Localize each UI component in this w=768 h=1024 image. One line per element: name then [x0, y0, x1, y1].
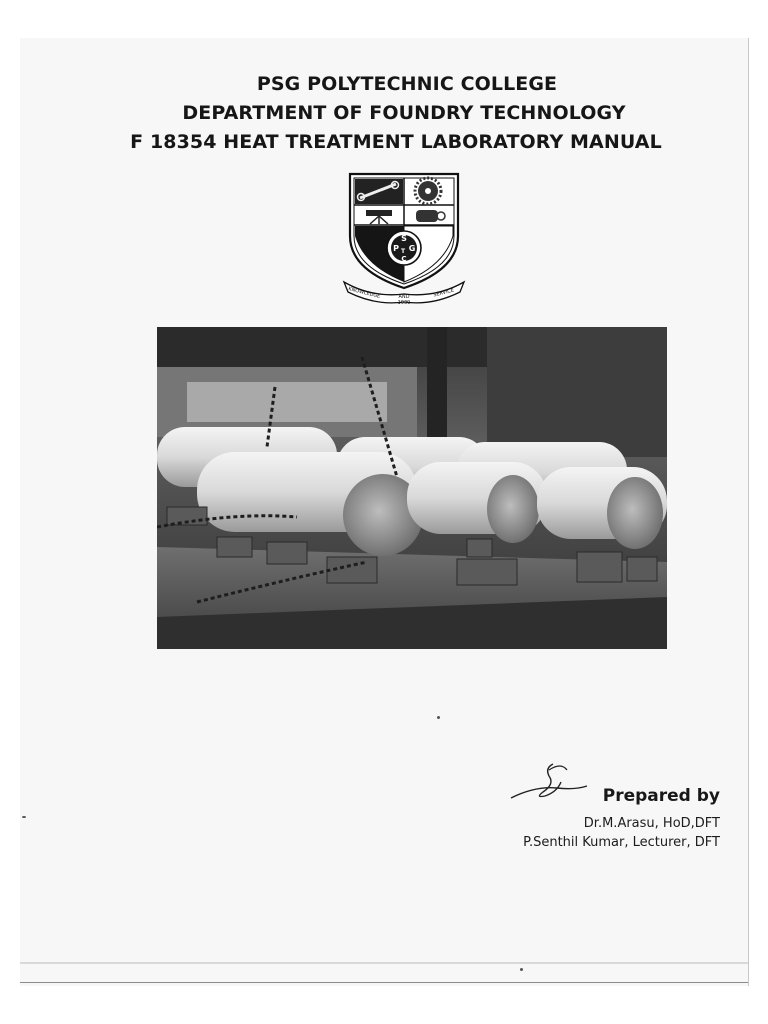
- prepared-by-heading: Prepared by: [602, 786, 720, 806]
- motto-service: SERVICE: [432, 287, 455, 299]
- motto-knowledge: KNOWLEDGE: [347, 286, 381, 300]
- author-1: Dr.M.Arasu, HoD,DFT: [583, 816, 720, 831]
- crest-initial-c: C: [401, 255, 407, 263]
- crest-initial-p: P: [393, 244, 399, 253]
- crest-initial-t: T: [400, 248, 406, 255]
- motto-and: AND: [398, 294, 410, 300]
- college-name: PSG POLYTECHNIC COLLEGE: [256, 73, 558, 95]
- department-name: DEPARTMENT OF FOUNDRY TECHNOLOGY: [182, 102, 626, 124]
- furnace-photo: [157, 327, 667, 649]
- signature: [505, 758, 590, 808]
- scan-speck: [22, 816, 26, 818]
- scan-bottom-edge: [20, 982, 748, 983]
- crest-year: 1939: [397, 300, 411, 304]
- scan-speck: [437, 716, 440, 719]
- college-crest: [342, 170, 466, 304]
- page-edge-shadow: [20, 962, 748, 964]
- manual-title: F 18354 HEAT TREATMENT LABORATORY MANUAL: [130, 131, 662, 153]
- crest-initial-s: S: [401, 234, 407, 243]
- scan-speck: [520, 968, 523, 971]
- crest-initial-g: G: [408, 244, 416, 253]
- author-2: P.Senthil Kumar, Lecturer, DFT: [523, 835, 720, 850]
- title-block: [20, 70, 768, 157]
